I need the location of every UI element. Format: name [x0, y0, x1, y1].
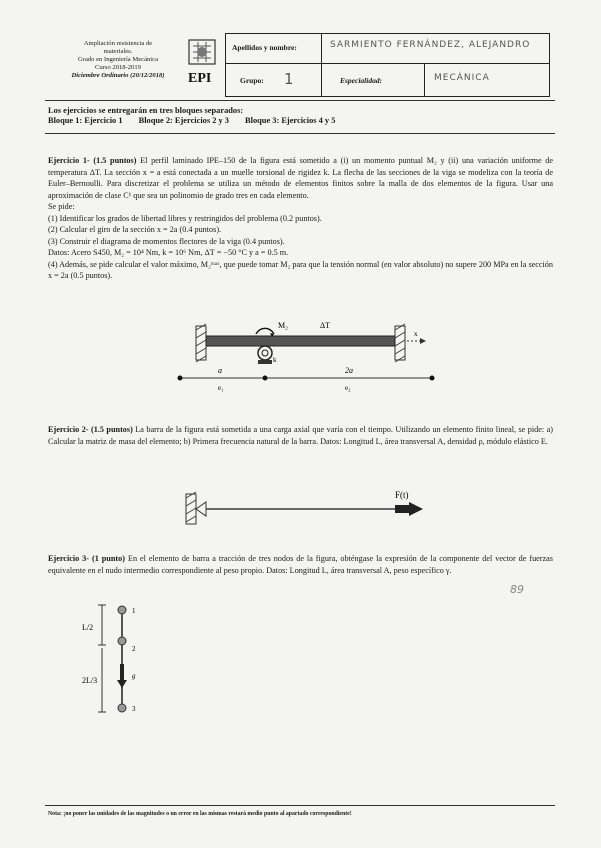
exercise-1-item: (1) Identificar los grados de libertad libres y restringidos del problema (0.2 puntos). — [48, 213, 322, 223]
name-value: SARMIENTO FERNÁNDEZ, ALEJANDRO — [330, 40, 531, 50]
dim-2a: 2a — [345, 366, 353, 375]
exercise-1-title: Ejercicio 1- (1.5 puntos) — [48, 156, 137, 165]
element-e1: e₁ — [218, 384, 224, 392]
exercise-1-ask: Se pide: — [48, 202, 75, 211]
footnote: Nota: ¡no poner las unidades de las magnitudes o un error en las mismas restará medio punto al apartado correspondiente! — [48, 811, 352, 817]
course-info — [58, 40, 178, 80]
x-axis-label: x — [414, 330, 418, 338]
spring-label: k — [273, 356, 277, 364]
block-2: Bloque 2: Ejercicios 2 y 3 — [138, 116, 229, 125]
node-2: 2 — [132, 645, 136, 653]
bar-figure — [180, 486, 440, 532]
exercise-3-body: En el elemento de barra a tracción de tres nodos de la figura, obténgase la expresión de la componente del vector de fuerzas equivalente en el nudo intermedio correspondiente al peso propio. Datos: Longitud L, área transversal A, peso específico γ. — [48, 554, 553, 575]
course-line: Grado en Ingeniería Mecánica — [78, 56, 158, 63]
instructions — [48, 106, 349, 126]
exercise-1-item: (4) Además, se pide calcular el valor máximo, M₂ᵐᵃˣ, que puede tomar M₂ para que la tensión normal (en valor absoluto) no supere 200 MPa en la sección x = 2a (0.5 puntos). — [48, 259, 553, 280]
beam-figure — [170, 318, 450, 398]
block-3: Bloque 3: Ejercicios 4 y 5 — [245, 116, 336, 125]
instructions-line: Los ejercicios se entregarán en tres bloques separados: — [48, 106, 244, 115]
group-value: 1 — [284, 70, 295, 88]
temp-label: ΔT — [320, 321, 331, 330]
exercise-2 — [48, 424, 553, 447]
block-1: Bloque 1: Ejercicio 1 — [48, 116, 123, 125]
specialty-value: MECÁNICA — [434, 73, 490, 83]
exercise-1 — [48, 155, 553, 282]
exercise-1-item: (2) Calcular el giro de la sección x = 2a (0.4 puntos). — [48, 225, 222, 234]
moment-label: M₂ — [278, 321, 288, 330]
course-line: Curso 2018-2019 — [95, 64, 141, 71]
gravity-label: g — [132, 672, 136, 680]
grade-mark: 89 — [510, 583, 524, 596]
student-info-table — [225, 33, 550, 97]
exercise-2-body: La barra de la figura está sometida a una carga axial que varía con el tiempo. Utilizando un elemento finito lineal, se pide: a) Calcular la matriz de masa del elemento; b) Primera frecuencia natural de la barra. Datos: Longitud L, área transversal A, densidad ρ, módulo elástico E. — [48, 425, 553, 446]
element-e2: e₂ — [345, 384, 351, 392]
length-half: L/2 — [82, 623, 94, 632]
divider — [45, 133, 555, 134]
exam-date: Diciembre Ordinario (20/12/2018) — [71, 72, 165, 79]
three-node-bar-figure — [80, 600, 160, 720]
divider — [45, 805, 555, 806]
force-label: F(t) — [395, 490, 409, 500]
exercise-3 — [48, 553, 553, 576]
specialty-label: Especialidad: — [340, 76, 383, 85]
exercise-1-data: Datos: Acero S450, M₂ = 10⁴ Nm, k = 10⁶ Nm, ΔT = −50 °C y a = 0.5 m. — [48, 248, 289, 257]
logo-text: EPI — [188, 71, 212, 86]
divider — [45, 100, 555, 101]
exercise-1-item: (3) Construir el diagrama de momentos flectores de la viga (0.4 puntos). — [48, 236, 285, 246]
node-1: 1 — [132, 607, 136, 615]
node-3: 3 — [132, 705, 136, 713]
exercise-3-title: Ejercicio 3- (1 punto) — [48, 554, 125, 563]
course-line: materiales. — [103, 48, 133, 55]
course-line: Ampliación resistencia de — [83, 40, 153, 47]
group-label: Grupo: — [240, 76, 264, 85]
university-logo — [185, 38, 221, 88]
length-two-thirds: 2L/3 — [82, 676, 98, 685]
exercise-2-title: Ejercicio 2- (1.5 puntos) — [48, 425, 133, 434]
dim-a: a — [218, 366, 222, 375]
name-label: Apellidos y nombre: — [232, 43, 297, 52]
exercise-1-body: El perfil laminado IPE–150 de la figura está sometido a (i) un momento puntual M₂ y (ii) una variación uniforme de temperatura ΔT. La sección x = a está conectada a un muelle torsional de rigidez k. La flecha de las secciones de la viga se modeliza con la teoría de Euler–Bernoulli. Para discretizar el problema se utiliza un método de elementos finitos sobre la malla de dos elementos de la figura. Usar una aproximación de clase C¹ que sea un polinomio de grado tres en cada elemento. — [48, 156, 554, 200]
